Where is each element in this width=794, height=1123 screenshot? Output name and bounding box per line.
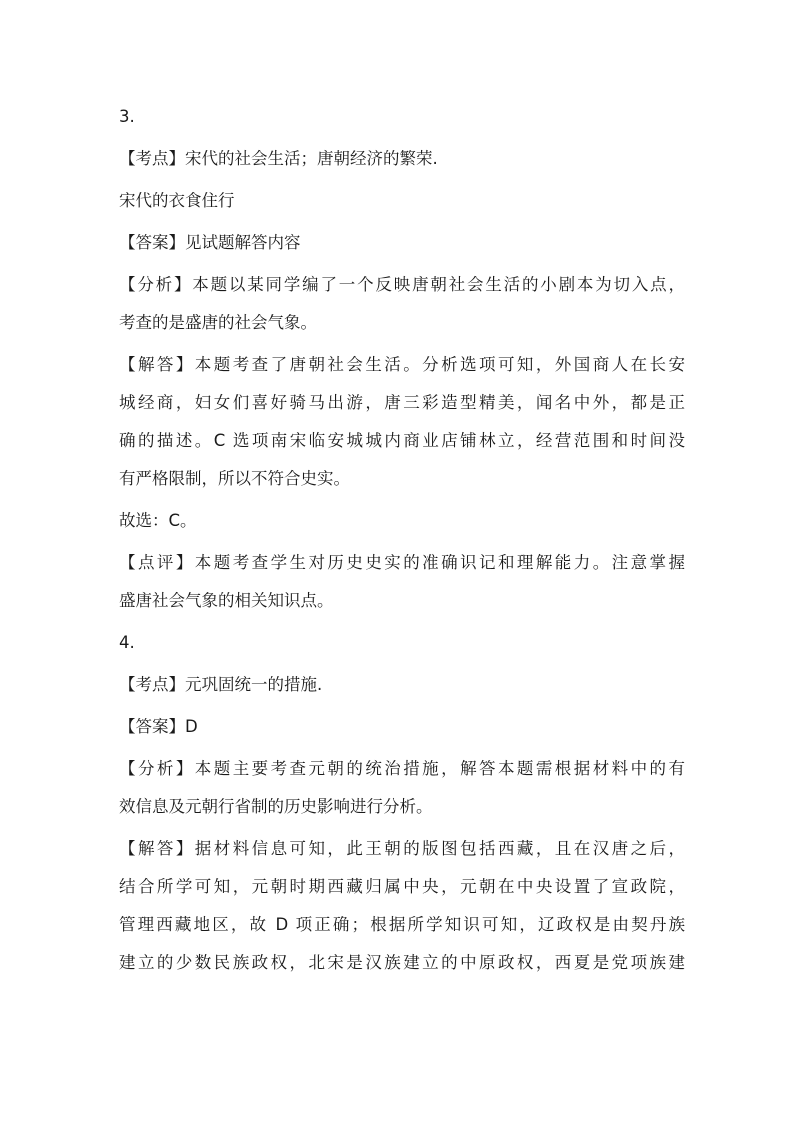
q4-jieda-line: 建立的少数民族政权，北宋是汉族建立的中原政权，西夏是党项族建 — [119, 953, 685, 972]
q3-jieda-line: 城经商，妇女们喜好骑马出游，唐三彩造型精美，闻名中外，都是正 — [119, 393, 685, 412]
q3-jieda-line: 【解答】本题考查了唐朝社会生活。分析选项可知，外国商人在长安 — [119, 355, 685, 374]
q4-daan: 【答案】D — [119, 717, 198, 736]
q4-kaodian: 【考点】元巩固统一的措施. — [119, 675, 323, 694]
q3-jieda — [119, 350, 685, 494]
q3-fenxi-line: 【分析】本题以某同学编了一个反映唐朝社会生活的小剧本为切入点， — [119, 275, 685, 294]
q3-dianping-line: 【点评】本题考查学生对历史史实的准确识记和理解能力。注意掌握 — [119, 553, 685, 572]
q3-daan: 【答案】见试题解答内容 — [119, 233, 301, 252]
q3-topic: 宋代的衣食住行 — [119, 191, 235, 210]
q3-jieda-line: 有严格限制，所以不符合史实。 — [119, 469, 350, 488]
q4-fenxi-line: 效信息及元朝行省制的历史影响进行分析。 — [119, 797, 433, 816]
q4-jieda — [119, 834, 685, 978]
q3-kaodian: 【考点】宋代的社会生活；唐朝经济的繁荣. — [119, 149, 438, 168]
q3-dianping-line: 盛唐社会气象的相关知识点。 — [119, 591, 334, 610]
q3-fenxi-line: 考查的是盛唐的社会气象。 — [119, 313, 317, 332]
question-number-3: 3. — [119, 107, 135, 126]
q4-jieda-line: 管理西藏地区，故 D 项正确；根据所学知识可知，辽政权是由契丹族 — [119, 915, 685, 934]
q4-fenxi-line: 【分析】本题主要考查元朝的统治措施，解答本题需根据材料中的有 — [119, 759, 685, 778]
q3-dianping — [119, 548, 685, 616]
q3-fenxi — [119, 270, 685, 338]
document-content — [119, 102, 685, 990]
q3-jieda-line: 确的描述。C 选项南宋临安城城内商业店铺林立，经营范围和时间没 — [119, 431, 685, 450]
q4-jieda-line: 【解答】据材料信息可知，此王朝的版图包括西藏，且在汉唐之后， — [119, 839, 685, 858]
q4-jieda-line: 结合所学可知，元朝时期西藏归属中央，元朝在中央设置了宣政院， — [119, 877, 685, 896]
q3-guxuan: 故选：C。 — [119, 511, 197, 530]
question-number-4: 4. — [119, 633, 135, 652]
q4-fenxi — [119, 754, 685, 822]
